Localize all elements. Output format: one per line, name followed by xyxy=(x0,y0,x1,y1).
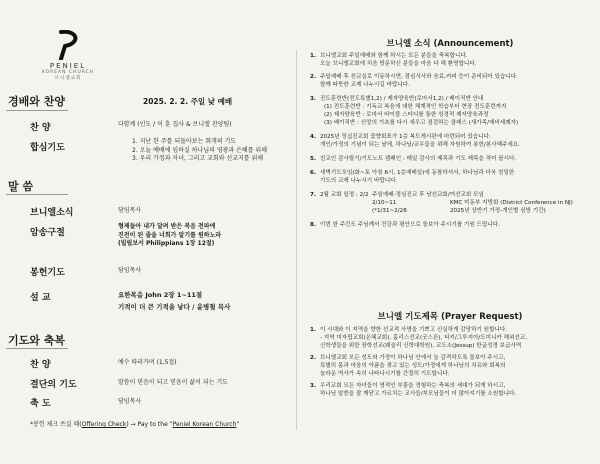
item-line: 새벽기도모임(화~토 아침 6시, 1층예배실)에 동참하셔서, 하나님과 더욱 친밀한 xyxy=(320,170,515,176)
row-label: 암송구절 xyxy=(30,228,65,238)
item-line: 개인/가정의 기념이 되는 날에, 하나님/교우들을 위해 자원하여 봉헌/봉사해주세요. xyxy=(320,142,520,148)
schedule-table xyxy=(320,191,600,215)
item-number: 2. xyxy=(310,355,317,361)
schedule-cell xyxy=(320,199,372,207)
list-item xyxy=(310,133,592,149)
row-text: 예수 따라가며 (1,5절) xyxy=(118,359,177,366)
row-text: 말씀이 믿음이 되고 믿음이 삶이 되는 기도 xyxy=(118,379,228,386)
announcement-list xyxy=(310,52,592,229)
list-item xyxy=(310,155,592,163)
row-text: 담임목사 xyxy=(118,207,142,214)
item-number: 3. xyxy=(310,96,317,102)
footnote-end: ” xyxy=(236,421,240,428)
verse-line: 진전이 된 줄을 너희가 알기를 원하노라 xyxy=(118,231,222,239)
item-line: - 지역 미자립교회(은혜교회), 홈리스선교(굿스픈), 티키/그루지아/도미니카 해외선교, xyxy=(320,335,528,341)
list-item xyxy=(310,326,592,350)
verse-line: 형제들아 내가 달려 받은 복음 전파에 xyxy=(118,223,216,230)
word-section-title: 말 씀 xyxy=(8,180,34,193)
announcements-column xyxy=(300,0,600,464)
sermon xyxy=(118,289,230,313)
schedule-cell: 2025년 상반기 가정-개인별 심방 기간) xyxy=(450,208,546,214)
item-number: 2. xyxy=(310,74,317,80)
schedule-cell: 2/10~11 xyxy=(372,200,397,206)
schedule-cell: 주일예배-정심진교 후 남선교회/여선교회 모임 xyxy=(372,192,484,198)
item-number: 1. xyxy=(310,53,317,59)
item-number: 8. xyxy=(310,222,317,228)
item-line: 브니엘교회 주일예배와 함께 하시는 모든 분들을 축복합니다. xyxy=(320,53,468,59)
announcement-title: 브니엘 소식 (Announcement) xyxy=(386,39,514,49)
item-line: 2025년 정십진교회 꽃향회표가 1층 복도게시판에 마련되어 있습니다. xyxy=(320,134,491,140)
item-number: 1. xyxy=(310,327,317,333)
logo-korean: 브니엘교회 xyxy=(54,76,82,81)
item-line: 친교인 감사릴기/기도노트 캠페인 : 매일 감사의 제목과 기도 제목을 적어 봅시다. xyxy=(320,156,517,162)
row-label: 결단의 기도 xyxy=(30,380,77,390)
item-line: 놀라운 역사가 속히 나타나시기를 간절히 기도합니다. xyxy=(320,371,450,377)
service-date: 2025. 2. 2. 주일 낮 예배 xyxy=(143,97,233,106)
sub-item: (1) 전도훈련반 : 기독교 복음에 대한 체계적인 학습부터 현장 전도훈련까지 xyxy=(324,104,507,110)
order-of-service xyxy=(0,0,292,464)
sub-item: (3) 베이직반 : 신앙의 기초를 다시 세우고 점검하는 클래스 (새가족/예비세례자) xyxy=(324,120,519,126)
row-text-list xyxy=(132,138,267,164)
list-item: 1. 지난 한 주를 되돌아보는 회개의 기도 xyxy=(132,138,237,145)
item-line: 브니엘교회 모든 성도와 가정이 하나님 안에서 늘 감격하도록 돌보아 주시고, xyxy=(320,355,506,361)
sermon-title: 기적이 더 큰 기적을 낳다 / 윤병철 목사 xyxy=(118,303,231,311)
worship-section-title: 경배와 찬양 xyxy=(8,95,65,108)
list-item xyxy=(310,73,592,89)
list-item xyxy=(310,221,592,229)
sermon-scripture: 요한복음 John 2장 1~11절 xyxy=(118,291,203,299)
section-divider xyxy=(6,348,68,349)
schedule-cell xyxy=(320,207,372,215)
item-line: 오늘 브니엘교회에 처음 방문하신 분들을 마음 다 해 환영합니다. xyxy=(320,61,477,67)
item-line: 특별히 몸과 마음의 아픔을 겪고 있는 성도/가정에게 하나님의 치유와 회복의 xyxy=(320,363,506,369)
list-item xyxy=(310,95,592,127)
offering-check-label: Offering Check xyxy=(81,421,127,428)
list-item xyxy=(310,169,592,185)
section-divider xyxy=(6,110,68,111)
item-number: 4. xyxy=(310,134,317,140)
item-line: 주일예배 후 친교실로 이동하시면, 점심식사와 음료,커피 등이 준비되어 있습니다. xyxy=(320,74,518,80)
schedule-cell: 2월 교회 일정 : 2/2 xyxy=(320,192,369,198)
row-label: 브니엘소식 xyxy=(30,208,74,218)
row-label: 찬 양 xyxy=(30,360,51,370)
verse-line: (빌립보서 Philippians 1장 12절) xyxy=(118,240,215,247)
logo-subtitle: KOREAN CHURCH xyxy=(41,70,95,75)
row-label: 축 도 xyxy=(30,399,51,409)
list-item xyxy=(310,354,592,378)
column-divider xyxy=(296,50,297,430)
item-number: 3. xyxy=(310,383,317,389)
section-divider xyxy=(6,194,68,195)
list-item: 3. 우리 가정과 자녀, 그리고 교회와 선교지를 위해 xyxy=(132,155,264,162)
offering-footnote xyxy=(30,419,240,428)
item-line: 기도의 교제 나누시기 바랍니다. xyxy=(320,178,398,184)
sub-item: (2) 제자양육반 : 로마서 바이블 스터디를 통한 성경적 제자양육과정 xyxy=(324,112,489,118)
list-item: 2. 오늘 예배에 임하실 하나님의 영광과 은혜를 위해 xyxy=(132,146,267,154)
item-line: 이 시대와 이 지역을 향한 선교적 사명을 기쁘고 신실하게 감당하기 원합니다. xyxy=(320,327,508,333)
logo-name: PENIEL xyxy=(49,62,87,70)
list-item xyxy=(310,191,592,215)
schedule-cell: (*1/31~2/28 xyxy=(372,208,407,214)
row-label: 찬 양 xyxy=(30,123,51,133)
memory-verse xyxy=(118,223,221,249)
church-logo xyxy=(28,30,108,81)
payee-name: Peniel Korean Church xyxy=(172,421,237,428)
item-line: 하나님 말씀을 잘 깨닫고 가르치는 교사들/부모님들이 더 많아지기를 소원합니다. xyxy=(320,391,517,397)
row-label: 설 교 xyxy=(30,293,51,303)
prayer-request-title: 브니엘 기도제목 (Prayer Request) xyxy=(377,312,523,322)
item-line: 우리교회 모든 자녀들이 영적인 부흥을 경험하는 축복의 세대가 되게 하시고, xyxy=(320,383,506,389)
item-number: 5. xyxy=(310,156,317,162)
schedule-cell: KMC 미동부 지방회 (District Conference in NJ) xyxy=(450,200,573,206)
item-number: 7. xyxy=(310,192,317,198)
peniel-logo-icon xyxy=(55,30,81,60)
list-item xyxy=(310,52,592,68)
item-line: 이번 한 주간도 주님께서 건강과 평안으로 돌보아 주시기를 기원 드립니다. xyxy=(320,222,500,228)
prayer-blessing-section-title: 기도와 축복 xyxy=(8,334,65,347)
row-label: 봉헌기도 xyxy=(30,268,65,278)
row-text: 담임목사 xyxy=(118,398,142,405)
item-line: 진도훈련반(전도특별1,2) / 제자양육반(로마서1,2) / 베이직반 안내 xyxy=(320,96,484,102)
item-line: 함께 따뜻한 교제 나누시길 바랍니다. xyxy=(320,82,410,88)
row-label: 합심기도 xyxy=(30,143,65,153)
prayer-request-list xyxy=(310,326,592,398)
list-item xyxy=(310,382,592,398)
footnote-suffix: ) → Pay to the “ xyxy=(126,421,173,428)
item-number: 6. xyxy=(310,170,317,176)
footnote-prefix: *봉헌 체크 쓰실 때( xyxy=(30,421,82,428)
item-line: 신학생들을 위한 장학선교(웨슬리 신학대학원), 교도소(Jessup) 한글성경 보급사역 xyxy=(320,343,522,349)
row-text: 담임목사 xyxy=(118,267,142,274)
row-text: 다함께 (인도 / 이 훈 집사 & 브니엘 찬양팀) xyxy=(118,121,232,128)
